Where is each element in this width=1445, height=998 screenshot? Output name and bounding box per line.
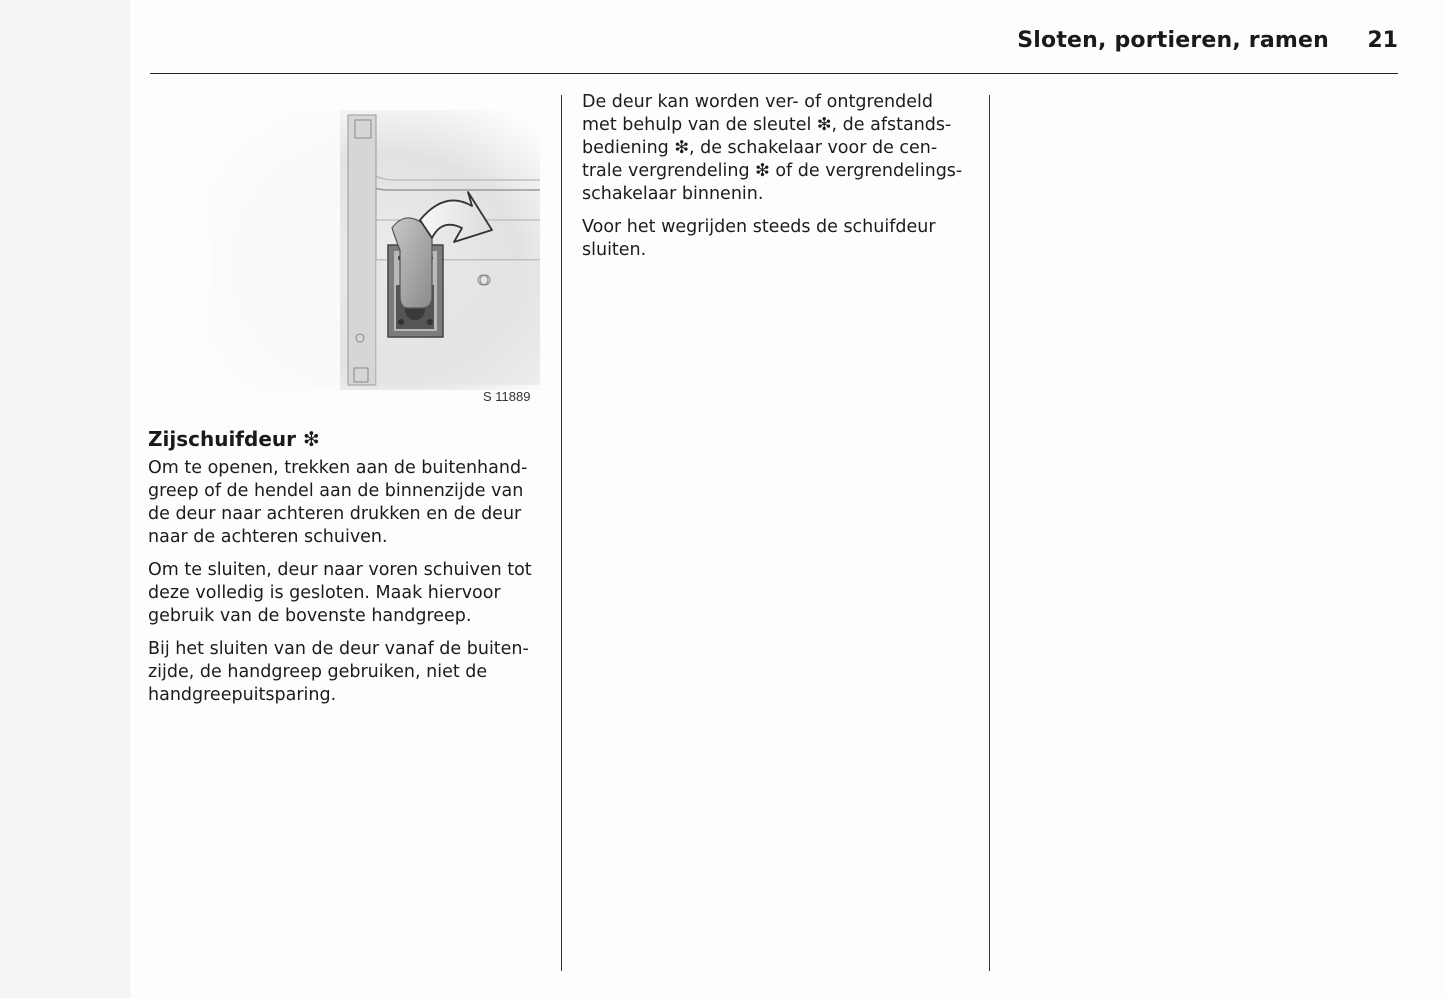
text-line: Voor het wegrijden steeds de schuifdeur (582, 217, 936, 237)
text-line: trale vergrendeling ❇ of de vergrendelings- (582, 161, 963, 181)
paragraph (148, 638, 548, 707)
column-divider-left (561, 95, 562, 971)
text-line: zijde, de handgreep gebruiken, niet de (148, 662, 488, 682)
text-line: deze volledig is gesloten. Maak hiervoor (148, 583, 501, 603)
text-line: Om te sluiten, deur naar voren schuiven tot (148, 560, 532, 580)
header-divider (150, 73, 1398, 74)
figure-reference-code: S 11889 (483, 389, 531, 404)
text-line: bediening ❇, de schakelaar voor de cen- (582, 138, 938, 158)
text-line: naar de achteren schuiven. (148, 527, 388, 547)
text-line: schakelaar binnenin. (582, 184, 764, 204)
text-line: Bij het sluiten van de deur vanaf de buiten- (148, 639, 529, 659)
left-column-text (148, 457, 548, 707)
paragraph (148, 457, 548, 549)
right-column-text (582, 91, 977, 262)
manual-page (130, 0, 1445, 998)
paragraph (148, 559, 548, 628)
sliding-door-handle-illustration (210, 110, 540, 390)
section-title: Zijschuifdeur ❇ (148, 427, 320, 451)
text-line: Om te openen, trekken aan de buitenhand- (148, 458, 528, 478)
text-line: handgreepuitsparing. (148, 685, 337, 705)
text-line: gebruik van de bovenste handgreep. (148, 606, 472, 626)
text-line: de deur naar achteren drukken en de deur (148, 504, 522, 524)
column-divider-right (989, 95, 990, 971)
page-number: 21 (1367, 28, 1398, 53)
text-line: greep of de hendel aan de binnenzijde van (148, 481, 524, 501)
text-line: sluiten. (582, 240, 647, 260)
paragraph (582, 216, 977, 262)
paragraph (582, 91, 977, 206)
page-header-title: Sloten, portieren, ramen (1017, 28, 1329, 53)
text-line: De deur kan worden ver- of ontgrendeld (582, 92, 933, 112)
text-line: met behulp van de sleutel ❇, de afstands- (582, 115, 952, 135)
